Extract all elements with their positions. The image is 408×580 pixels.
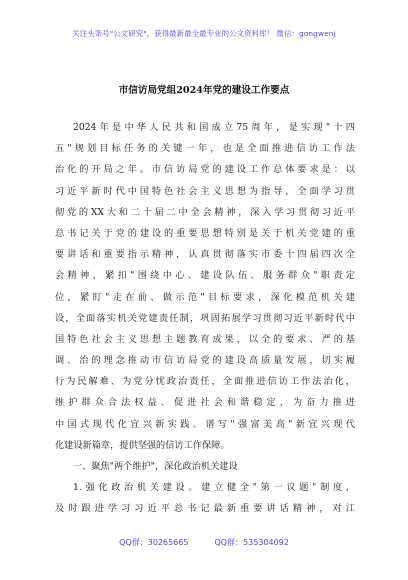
paragraph-line: 调、治的理念推动市信访局党的建设高质量发展，切实履 xyxy=(55,355,355,367)
paragraph-line: 彻党的XX大和二十届二中全会精神，深入学习贯彻习近平 xyxy=(55,206,355,218)
paragraph-line: 要讲话和重要指示精神，认真贯彻落实市委十四届四次全 xyxy=(55,249,355,261)
paragraph-line: 习近平新时代中国特色社会主义思想为指导，全面学习贯 xyxy=(55,185,355,197)
section-heading: 一、聚焦"两个维护"，深化政治机关建设 xyxy=(73,461,238,472)
paragraph-line: 化建设新篇章，提供坚强的信访工作保障。 xyxy=(55,439,230,451)
paragraph-line: 国特色社会主义思想主题教育成果，以全的要求、严的基 xyxy=(55,333,355,345)
footer-qq-group-1: QQ群：30265665 xyxy=(119,538,189,547)
paragraph-line: 会精神，紧扣"围绕中心、建设队伍、服务群众"职责定 xyxy=(55,270,355,282)
paragraph-line: 总书记关于党的建设的重要思想特别是关于机关党建的重 xyxy=(55,227,355,239)
paragraph-line: 设，全面落实机关党建责任制，巩固拓展学习贯彻习近平新时代中 xyxy=(55,312,355,324)
paragraph-line: 位，紧盯"走在前、做示范"目标要求，深化模范机关建 xyxy=(55,291,355,303)
paragraph-line: 行为民解难、为党分忧政治责任，全面推进信访工作法治化， xyxy=(55,376,355,388)
document-body xyxy=(55,117,355,520)
footer-qq-group-2: QQ群：535304092 xyxy=(214,538,289,547)
document-title: 市信访局党组2024年党的建设工作要点 xyxy=(118,85,290,96)
paragraph-line: 及时跟进学习习近平总书记最新重要讲话精神，对江 xyxy=(55,503,355,515)
paragraph-line: 治化的开局之年。市信访局党的建设工作总体要求是：以 xyxy=(55,164,355,176)
paragraph-line: 中国式现代化宜兴新实践、谱写"强富美高"新宜兴现代 xyxy=(55,418,355,430)
paragraph-line: 维护群众合法权益、促进社会和谐稳定，为奋力推进 xyxy=(55,397,355,409)
paragraph-line: 1.强化政治机关建设。建立健全"第一议题"制度， xyxy=(73,482,355,494)
footer-contact xyxy=(0,537,408,548)
paragraph-line: 2024年是中华人民共和国成立75周年，是实现"十四 xyxy=(73,122,355,133)
header-banner: 关注头条号"公文研究"，获得最新最全最专业的公文资料库！ 微信：gongwenj xyxy=(72,29,336,38)
paragraph-line: 五"规划目标任务的关键一年，也是全面推进信访工作法 xyxy=(55,143,355,155)
